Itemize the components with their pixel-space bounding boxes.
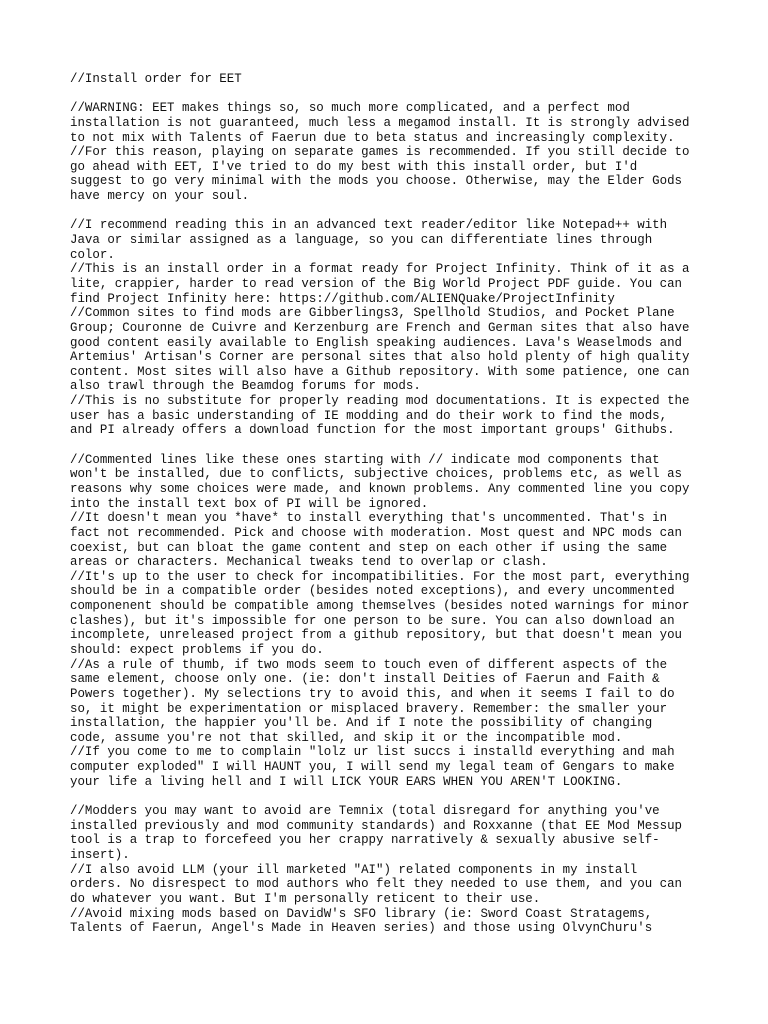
text-line: //I recommend reading this in an advanced text reader/editor like Notepad++ with — [70, 218, 668, 233]
text-line: Powers together). My selections try to avoid this, and when it seems I fail to do — [70, 686, 675, 701]
text-line: to not mix with Talents of Faerun due to beta status and increasingly complexity. — [70, 130, 675, 145]
text-line: //As a rule of thumb, if two mods seem to touch even of different aspects of the — [70, 657, 668, 672]
text-line: also trawl through the Beamdog forums for mods. — [70, 379, 421, 394]
text-line: same element, choose only one. (ie: don't install Deities of Faerun and Faith & — [70, 672, 660, 687]
text-line: good content easily available to English speaking audiences. Lava's Weaselmods and — [70, 335, 683, 350]
text-line: tool is a trap to forcefeed you her crappy narratively & sexually abusive self- — [70, 833, 660, 848]
paragraph — [70, 72, 710, 87]
text-line: //I also avoid LLM (your ill marketed "AI") related components in my install — [70, 862, 638, 877]
text-line: //Install order for EET — [70, 72, 242, 86]
text-line: Group; Couronne de Cuivre and Kerzenburg are French and German sites that also have — [70, 320, 690, 335]
text-line: //If you come to me to complain "lolz ur list succs i installd everything and mah — [70, 745, 675, 760]
text-line: fact not recommended. Pick and choose with moderation. Most quest and NPC mods can — [70, 525, 683, 540]
text-line: //It's up to the user to check for incompatibilities. For the most part, everything — [70, 569, 690, 584]
text-line: //Commented lines like these ones starting with // indicate mod components that — [70, 452, 660, 467]
text-line: //For this reason, playing on separate games is recommended. If you still decide to — [70, 145, 690, 160]
text-line: clashes), but it's impossible for one person to be sure. You can also download an — [70, 613, 675, 628]
text-line: //This is an install order in a format ready for Project Infinity. Think of it as a — [70, 262, 690, 277]
text-line: find Project Infinity here: https://github.com/ALIENQuake/ProjectInfinity — [70, 291, 615, 306]
text-line: coexist, but can bloat the game content and step on each other if using the same — [70, 540, 668, 555]
text-line: incomplete, unreleased project from a github repository, but that doesn't mean you — [70, 628, 683, 643]
text-line: installation, the happier you'll be. And if I note the possibility of changing — [70, 716, 653, 731]
text-line: color. — [70, 247, 115, 262]
text-line: should: expect problems if you do. — [70, 642, 324, 657]
paragraph — [70, 218, 710, 438]
text-line: installed previously and mod community standards) and Roxxanne (that EE Mod Messup — [70, 818, 683, 833]
text-line: //Avoid mixing mods based on DavidW's SFO library (ie: Sword Coast Stratagems, — [70, 906, 653, 921]
text-line: user has a basic understanding of IE modding and do their work to find the mods, — [70, 408, 668, 423]
text-line: do whatever you want. But I'm personally reticent to their use. — [70, 891, 541, 906]
text-line: Artemius' Artisan's Corner are personal sites that also hold plenty of high quality — [70, 350, 690, 365]
text-line: should be in a compatible order (besides noted exceptions), and every uncommented — [70, 584, 675, 599]
text-line: //It doesn't mean you *have* to install everything that's uncommented. That's in — [70, 511, 668, 526]
text-line: //Common sites to find mods are Gibberlings3, Spellhold Studios, and Pocket Plane — [70, 306, 675, 321]
paragraph — [70, 101, 710, 203]
text-line: Talents of Faerun, Angel's Made in Heaven series) and those using OlvynChuru's — [70, 921, 653, 936]
text-line: have mercy on your soul. — [70, 189, 250, 204]
text-line: installation is not guaranteed, much less a megamod install. It is strongly advised — [70, 115, 690, 130]
text-line: and PI already offers a download function for the most important groups' Githubs. — [70, 423, 675, 438]
text-line: code, assume you're not that skilled, and skip it or the incompatible mod. — [70, 730, 623, 745]
text-line: //This is no substitute for properly reading mod documentations. It is expected the — [70, 394, 690, 409]
paragraph — [70, 453, 710, 790]
text-line: reasons why some choices were made, and known problems. Any commented line you copy — [70, 481, 690, 496]
text-line: areas or characters. Mechanical tweaks tend to overlap or clash. — [70, 555, 548, 570]
text-line: //Modders you may want to avoid are Temnix (total disregard for anything you've — [70, 804, 660, 819]
text-line: insert). — [70, 847, 130, 862]
text-line: into the install text box of PI will be ignored. — [70, 496, 429, 511]
text-line: componenent should be compatible among themselves (besides noted warnings for minor — [70, 599, 690, 614]
text-line: won't be installed, due to conflicts, subjective choices, problems etc, as well as — [70, 467, 683, 482]
text-line: your life a living hell and I will LICK YOUR EARS WHEN YOU AREN'T LOOKING. — [70, 774, 623, 789]
paragraph — [70, 804, 710, 936]
text-line: //WARNING: EET makes things so, so much more complicated, and a perfect mod — [70, 101, 630, 116]
document-page — [70, 72, 710, 950]
text-line: content. Most sites will also have a Github repository. With some patience, one can — [70, 364, 690, 379]
text-line: computer exploded" I will HAUNT you, I will send my legal team of Gengars to make — [70, 760, 675, 775]
text-line: Java or similar assigned as a language, so you can differentiate lines through — [70, 233, 653, 248]
text-line: suggest to go very minimal with the mods you choose. Otherwise, may the Elder Gods — [70, 174, 683, 189]
text-line: orders. No disrespect to mod authors who felt they needed to use them, and you can — [70, 877, 683, 892]
text-line: go ahead with EET, I've tried to do my best with this install order, but I'd — [70, 159, 638, 174]
text-line: lite, crappier, harder to read version of the Big World Project PDF guide. You can — [70, 276, 683, 291]
text-line: so, it might be experimentation or misplaced bravery. Remember: the smaller your — [70, 701, 668, 716]
